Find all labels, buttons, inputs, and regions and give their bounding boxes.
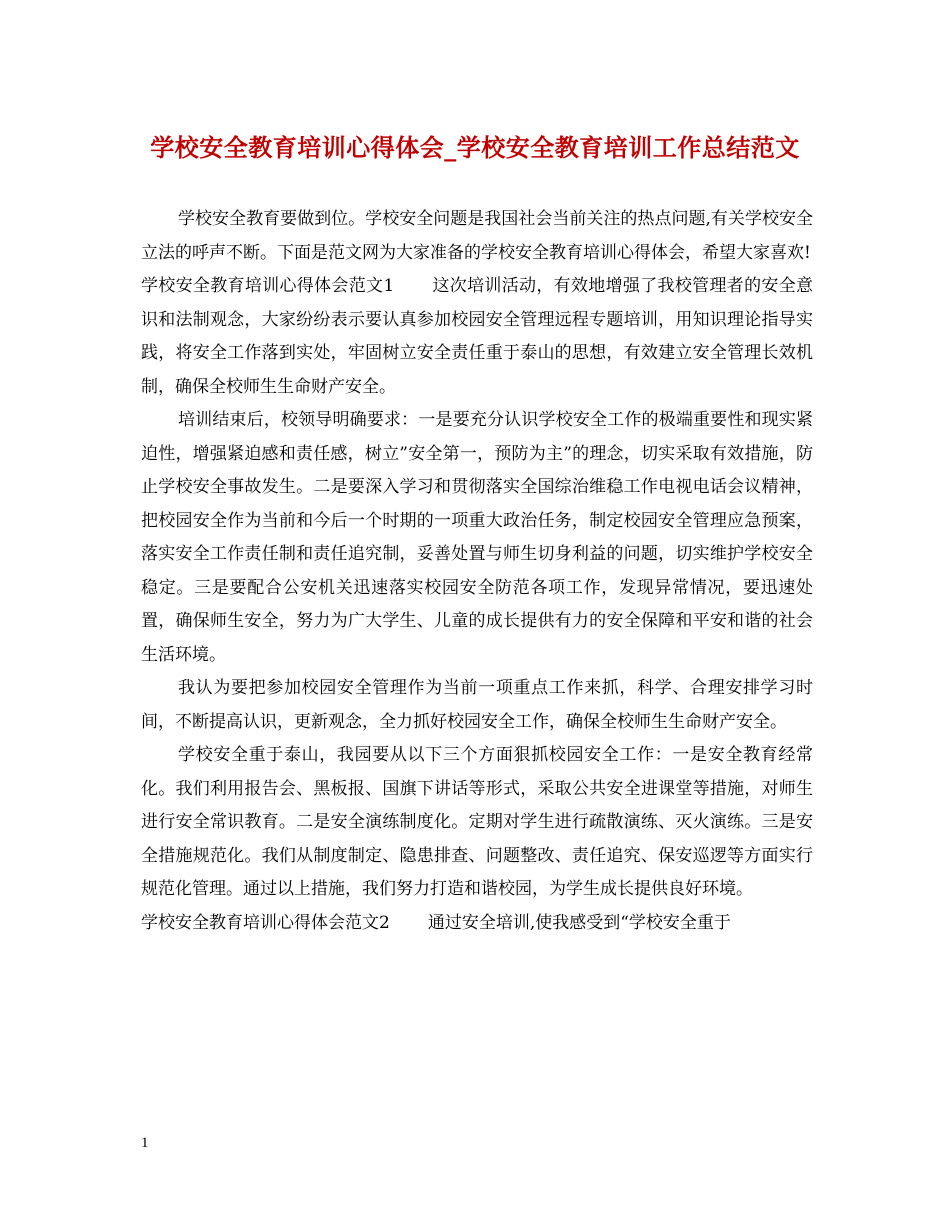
section-2-text: 通过安全培训,使我感受到“学校安全重于 xyxy=(427,912,731,933)
document-body xyxy=(141,203,813,940)
section-1-paragraph xyxy=(141,270,813,404)
section-1-heading: 学校安全教育培训心得体会范文1 xyxy=(141,276,395,296)
section-2-heading: 学校安全教育培训心得体会范文2 xyxy=(141,912,390,933)
paragraph-personal-view: 我认为要把参加校园安全管理作为当前一项重点工作来抓，科学、合理安排学习时间，不断提高认识，更新观念，全力抓好校园安全工作，确保全校师生生命财产安全。 xyxy=(141,678,813,732)
document-title: 学校安全教育培训心得体会_学校安全教育培训工作总结范文 xyxy=(150,134,800,162)
intro-paragraph: 学校安全教育要做到位。学校安全问题是我国社会当前关注的热点问题,有关学校安全立法的呼声不断。下面是范文网为大家准备的学校安全教育培训心得体会，希望大家喜欢! xyxy=(141,209,813,263)
paragraph-training-requirements: 培训结束后，校领导明确要求：一是要充分认识学校安全工作的极端重要性和现实紧迫性，增强紧迫感和责任感，树立”安全第一，预防为主”的理念，切实采取有效措施，防止学校安全事故发生。二是要深入学习和贯彻落实全国综治维稳工作电视电话会议精神，把校园安全作为当前和今后一个时期的一项重大政治任务，制定校园安全管理应急预案，落实安全工作责任制和责任追究制，妥善处置与师生切身利益的问题，切实维护学校安全稳定。三是要配合公安机关迅速落实校园安全防范各项工作，发现异常情况，要迅速处置，确保师生安全，努力为广大学生、儿童的成长提供有力的安全保障和平安和谐的社会生活环境。 xyxy=(141,410,813,665)
section-1-text: 这次培训活动，有效地增强了我校管理者的安全意识和法制观念，大家纷纷表示要认真参加校园安全管理远程专题培训，用知识理论指导实践，将安全工作落到实处，牢固树立安全责任重于泰山的思想，有效建立安全管理长效机制，确保全校师生生命财产安全。 xyxy=(141,276,813,397)
section-2-paragraph xyxy=(141,907,813,941)
paragraph-safety-measures: 学校安全重于泰山，我园要从以下三个方面狠抓校园安全工作：一是安全教育经常化。我们利用报告会、黑板报、国旗下讲话等形式，采取公共安全进课堂等措施，对师生进行安全常识教育。二是安全演练制度化。定期对学生进行疏散演练、灭火演练。三是安全措施规范化。我们从制度制定、隐患排查、问题整改、责任追究、保安巡逻等方面实行规范化管理。通过以上措施，我们努力打造和谐校园，为学生成长提供良好环境。 xyxy=(141,745,813,899)
page-number: 1 xyxy=(141,1135,149,1151)
